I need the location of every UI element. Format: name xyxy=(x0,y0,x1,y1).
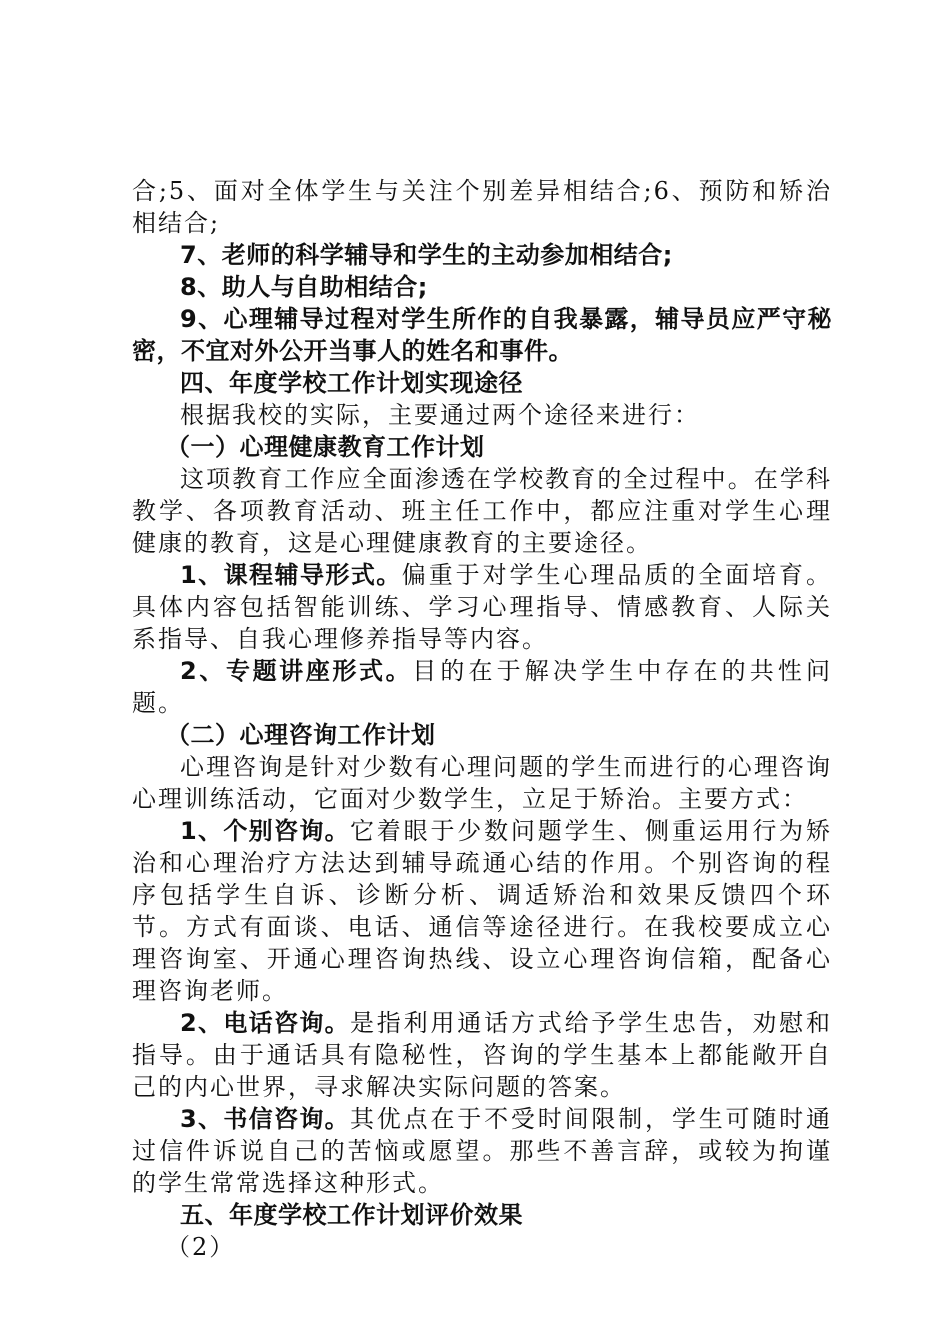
paragraph-letter-consultation xyxy=(132,1103,832,1199)
paragraph-lecture-form xyxy=(132,655,832,719)
paragraph-lead: 2、电话咨询。 xyxy=(180,1009,350,1037)
paragraph-lead: 1、个别咨询。 xyxy=(180,817,350,845)
paragraph-consultation-overview: 心理咨询是针对少数有心理问题的学生而进行的心理咨询心理训练活动，它面对少数学生，立足于矫治。主要方式： xyxy=(132,753,832,813)
paragraph-approach-intro: 根据我校的实际，主要通过两个途径来进行： xyxy=(180,401,700,429)
subsection-heading-2: （二）心理咨询工作计划 xyxy=(166,721,436,749)
document-body xyxy=(132,175,832,1263)
paragraph-text: 是指利用通话方式给予学生忠告，劝慰和指导。由于通话具有隐秘性，咨询的学生基本上都能敞开自己的内心世界，寻求解决实际问题的答案。 xyxy=(132,1009,833,1101)
paragraph-item-7: 7、老师的科学辅导和学生的主动参加相结合; xyxy=(180,241,673,269)
paragraph-phone-consultation xyxy=(132,1007,832,1103)
paragraph-lead: 1、课程辅导形式。 xyxy=(180,561,402,589)
section-heading-5: 五、年度学校工作计划评价效果 xyxy=(180,1201,523,1229)
paragraph-text: 其优点在于不受时间限制，学生可随时通过信件诉说自己的苦恼或愿望。那些不善言辞，或较为拘谨的学生常常选择这种形式。 xyxy=(132,1105,833,1197)
paragraph-continuation: 合;5、面对全体学生与关注个别差异相结合;6、预防和矫治相结合; xyxy=(132,177,832,237)
paragraph-item-marker: （2） xyxy=(166,1233,236,1261)
paragraph-course-counseling xyxy=(132,559,832,655)
paragraph-text: 它着眼于少数问题学生、侧重运用行为矫治和心理治疗方法达到辅导疏通心结的作用。个别咨询的程序包括学生自诉、诊断分析、调适矫治和效果反馈四个环节。方式有面谈、电话、通信等途径进行。在我校要成立心理咨询室、开通心理咨询热线、设立心理咨询信箱，配备心理咨询老师。 xyxy=(132,817,833,1005)
paragraph-lead: 2、专题讲座形式。 xyxy=(180,657,413,685)
paragraph-individual-consultation xyxy=(132,815,832,1007)
paragraph-item-9: 9、心理辅导过程对学生所作的自我暴露，辅导员应严守秘密，不宜对外公开当事人的姓名和事件。 xyxy=(132,305,832,365)
subsection-heading-1: （一）心理健康教育工作计划 xyxy=(166,433,485,461)
paragraph-item-8: 8、助人与自助相结合; xyxy=(180,273,428,301)
paragraph-education-overview: 这项教育工作应全面渗透在学校教育的全过程中。在学科教学、各项教育活动、班主任工作中，都应注重对学生心理健康的教育，这是心理健康教育的主要途径。 xyxy=(132,465,832,557)
section-heading-4: 四、年度学校工作计划实现途径 xyxy=(180,369,523,397)
paragraph-text: 目的在于解决学生中存在的共性问题。 xyxy=(132,657,832,717)
paragraph-lead: 3、书信咨询。 xyxy=(180,1105,350,1133)
paragraph-text: 偏重于对学生心理品质的全面培育。具体内容包括智能训练、学习心理指导、情感教育、人际关系指导、自我心理修养指导等内容。 xyxy=(132,561,832,653)
